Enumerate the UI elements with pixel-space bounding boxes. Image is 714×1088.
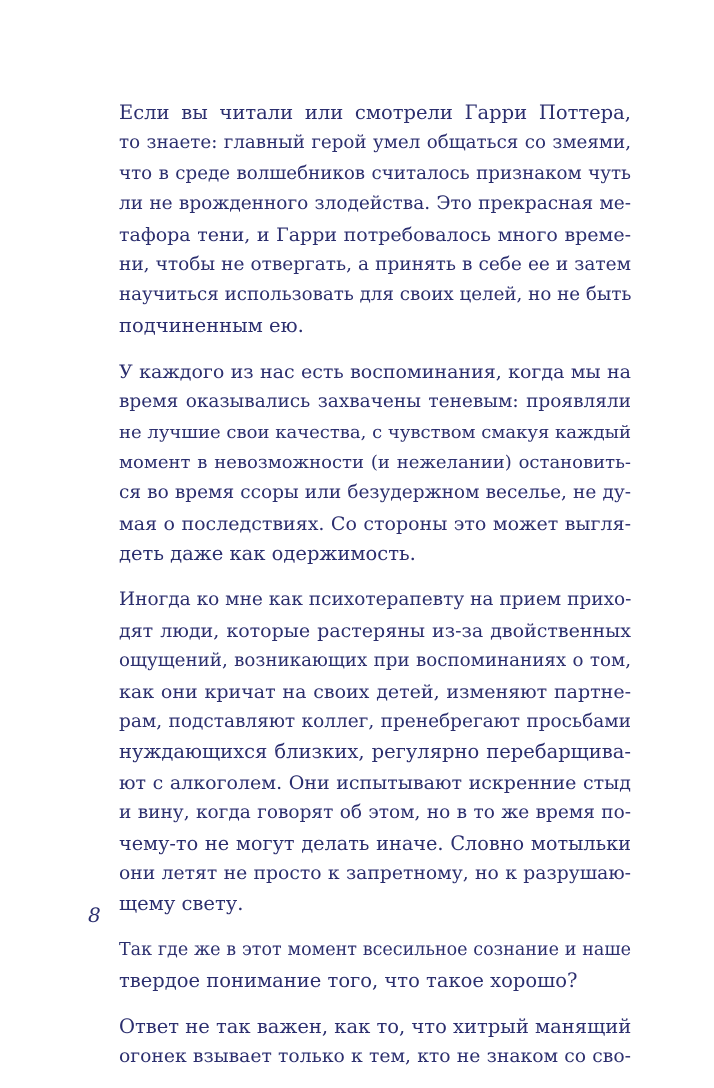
paragraph (119, 585, 631, 919)
text-line: ни, чтобы не отвергать, а принять в себе ее и затем (119, 254, 631, 276)
paragraph (119, 357, 631, 570)
text-line: Если вы читали или смотрели Гарри Поттера, (119, 101, 631, 124)
paragraph (119, 935, 631, 996)
text-line: тафора тени, и Гарри потребовалось много време- (119, 223, 631, 246)
text-line: подчиненным ею. (119, 313, 304, 337)
text-line: рам, подставляют коллег, пренебрегают просьбами (119, 710, 631, 732)
text-line: что в среде волшебников считалось признаком чуть (119, 162, 631, 184)
text-line: деть даже как одержимость. (119, 542, 416, 566)
text-line: ли не врожденного злодейства. Это прекрасная ме- (119, 193, 631, 215)
text-line: чему-то не могут делать иначе. Словно мотыльки (119, 831, 631, 855)
paragraph (119, 98, 631, 341)
text-line: нуждающихся близких, регулярно перебарщива- (119, 740, 631, 764)
text-line: они летят не просто к запретному, но к разрушаю- (119, 862, 631, 884)
text-line: то знаете: главный герой умел общаться со змеями, (119, 132, 631, 154)
text-line: твердое понимание того, что такое хорошо? (119, 968, 578, 992)
text-line: У каждого из нас есть воспоминания, когда мы на (119, 360, 631, 383)
page-number: 8 (88, 903, 101, 927)
body-text (119, 98, 631, 1088)
text-line: как они кричат на своих детей, изменяют партне- (119, 680, 631, 703)
text-line: научиться использовать для своих целей, но не быть (119, 284, 632, 306)
text-line: Ответ не так важен, как то, что хитрый манящий (119, 1014, 632, 1038)
text-line: момент в невозможности (и нежелании) остановить- (119, 452, 631, 474)
text-line: не лучшие свои качества, с чувством смакуя каждый (119, 421, 631, 443)
text-line: Так где же в этот момент всесильное сознание и наше (119, 940, 631, 961)
text-line: огонек взывает только к тем, кто не знаком со сво- (119, 1046, 631, 1068)
text-line: Иногда ко мне как психотерапевту на прием прихо- (119, 589, 632, 611)
text-line: ют с алкоголем. Они испытывают искренние стыд (119, 771, 631, 794)
text-line: ощущений, возникающих при воспоминаниях о том, (119, 650, 631, 672)
text-line: щему свету. (119, 892, 244, 916)
text-line: дят люди, которые растеряны из-за двойственных (119, 619, 631, 642)
text-line: мая о последствиях. Со стороны это может выгля- (119, 512, 631, 535)
text-line: ся во время ссоры или безудержном веселье, не ду- (119, 482, 631, 504)
text-line: время оказывались захвачены теневым: проявляли (119, 391, 631, 413)
text-line: и вину, когда говорят об этом, но в то же время по- (119, 802, 631, 824)
paragraph (119, 1012, 631, 1073)
